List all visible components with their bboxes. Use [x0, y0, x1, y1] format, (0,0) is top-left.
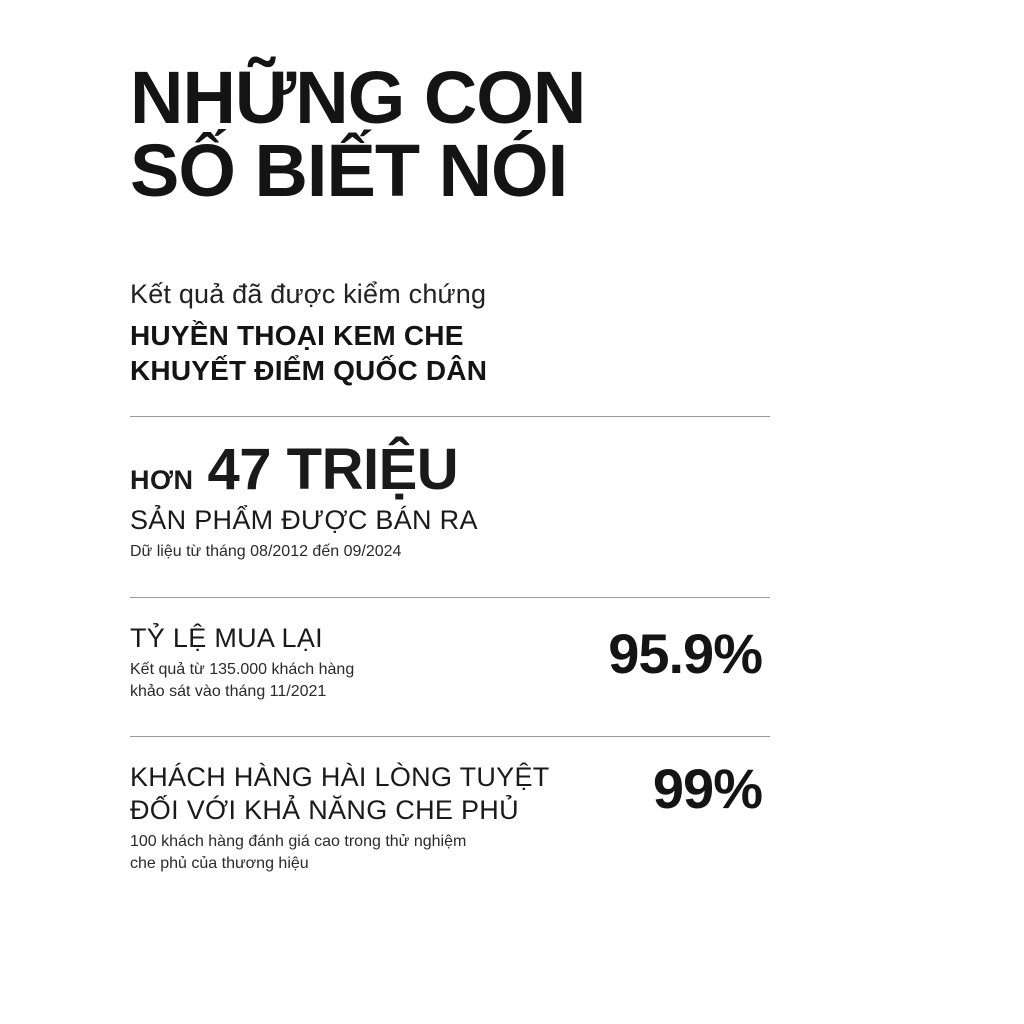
stat-title-line-1: KHÁCH HÀNG HÀI LÒNG TUYỆT — [130, 762, 550, 793]
stat-value-repurchase-rate: 95.9% — [608, 621, 762, 685]
intro-block — [130, 279, 894, 388]
stat-row-products-sold — [130, 417, 894, 569]
intro-subtitle — [130, 318, 894, 388]
stat-title — [130, 761, 570, 826]
stat-headline-group — [130, 437, 570, 503]
stat-row-repurchase-rate-left — [130, 622, 570, 703]
intro-subtitle-line-1: HUYỀN THOẠI KEM CHE — [130, 320, 464, 352]
stat-row-products-sold-left — [130, 437, 570, 563]
stat-amount: 47 TRIỆU — [207, 437, 459, 503]
stat-note — [130, 659, 570, 702]
stat-row-repurchase-rate — [130, 598, 894, 709]
intro-lead: Kết quả đã được kiểm chứng — [130, 279, 487, 310]
stat-note-line-1: Kết quả từ 135.000 khách hàng — [130, 661, 355, 679]
stat-note: Dữ liệu từ tháng 08/2012 đến 09/2024 — [130, 543, 402, 561]
intro-subtitle-line-2: KHUYẾT ĐIỂM QUỐC DÂN — [130, 355, 488, 387]
stat-title-line-2: ĐỐI VỚI KHẢ NĂNG CHE PHỦ — [130, 794, 519, 825]
stat-subtitle: SẢN PHẨM ĐƯỢC BÁN RA — [130, 505, 478, 536]
stat-note-line-1: 100 khách hàng đánh giá cao trong thử nghiệm — [130, 832, 467, 850]
content-column — [130, 56, 894, 880]
stat-note-line-2: khảo sát vào tháng 11/2021 — [130, 682, 327, 700]
stat-row-coverage-satisfaction-left — [130, 761, 570, 874]
page-title-line-2: SỐ BIẾT NÓI — [130, 128, 568, 212]
stat-row-coverage-satisfaction — [130, 737, 894, 880]
stat-title: TỶ LỆ MUA LẠI — [130, 622, 323, 653]
stat-note-line-2: che phủ của thương hiệu — [130, 854, 309, 872]
page-title — [130, 56, 894, 212]
stat-prefix: HƠN — [130, 465, 194, 496]
page-title-line-1: NHỮNG CON — [130, 56, 586, 139]
stat-value-coverage-satisfaction: 99% — [652, 757, 762, 821]
stat-note — [130, 831, 570, 874]
